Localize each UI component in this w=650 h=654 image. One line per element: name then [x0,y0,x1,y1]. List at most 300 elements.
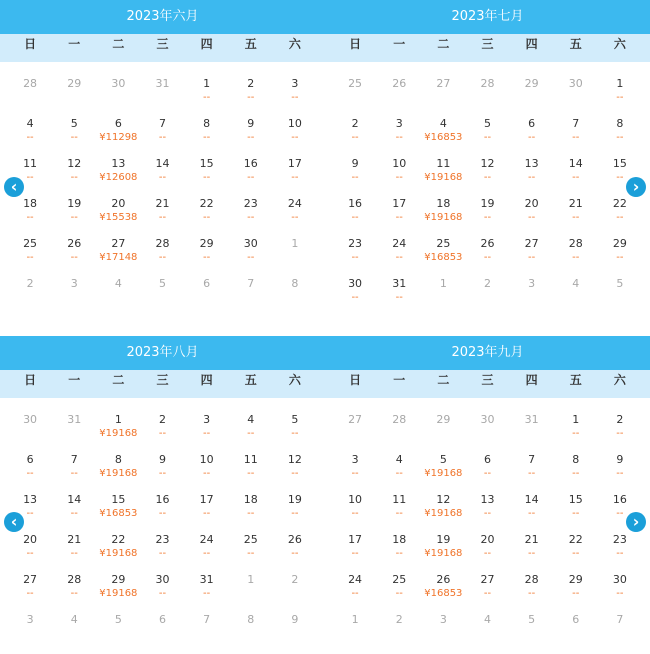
day-cell[interactable] [554,452,598,492]
day-number: 22 [612,197,627,210]
day-number: 2 [158,413,166,426]
day-cell[interactable] [273,156,317,196]
day-number: 24 [392,237,407,250]
day-cell[interactable] [185,156,229,196]
day-cell[interactable] [465,532,509,572]
day-number: 20 [111,197,126,210]
chevron-left-icon: ‹ [10,177,18,196]
week-row [8,532,317,572]
week-row [8,196,317,236]
day-cell[interactable] [554,412,598,452]
day-cell[interactable] [598,196,642,236]
day-cell[interactable] [377,116,421,156]
day-number: 31 [524,413,539,426]
day-price: -- [203,548,211,559]
day-cell[interactable] [465,452,509,492]
day-cell[interactable] [96,492,140,532]
day-price: -- [616,548,624,559]
day-price: -- [483,468,492,479]
day-cell[interactable] [273,532,317,572]
day-cell[interactable] [554,492,598,532]
day-cell[interactable] [96,532,140,572]
day-number: 7 [70,453,78,466]
day-cell-other-month [8,412,52,452]
weekday-label: 四 [200,37,213,51]
day-price: -- [351,172,359,183]
day-price: -- [247,92,255,103]
day-cell[interactable] [333,452,377,492]
day-cell[interactable] [598,236,642,276]
week-row [333,236,642,276]
day-number: 25 [348,77,363,90]
day-cell-other-month [465,612,509,652]
weekday-label: 日 [349,373,362,387]
day-cell[interactable] [52,196,96,236]
day-cell[interactable] [273,452,317,492]
day-cell[interactable] [465,196,509,236]
weekday-label: 三 [481,373,494,387]
day-cell[interactable] [8,572,52,612]
month-calendar-july [325,0,650,318]
day-cell[interactable] [96,412,140,452]
day-number: 24 [348,573,363,586]
weekday-label: 四 [525,37,538,51]
day-cell-other-month [421,612,465,652]
day-number: 23 [348,237,363,250]
week-row [333,276,642,316]
day-cell[interactable] [465,572,509,612]
day-cell[interactable] [96,116,140,156]
day-number: 12 [436,493,451,506]
prev-month-button[interactable] [4,512,24,532]
day-price: -- [158,132,167,143]
day-number: 27 [480,573,495,586]
day-cell[interactable] [598,76,642,116]
day-number: 21 [524,533,539,546]
day-cell[interactable] [554,572,598,612]
day-cell[interactable] [510,492,554,532]
day-cell[interactable] [185,412,229,452]
day-cell[interactable] [377,452,421,492]
day-price: -- [70,212,78,223]
day-number: 2 [247,77,255,90]
day-cell[interactable] [598,452,642,492]
day-number: 4 [483,613,491,626]
day-cell-other-month [377,612,421,652]
day-cell[interactable] [96,236,140,276]
day-cell[interactable] [8,236,52,276]
day-cell-other-month [8,76,52,116]
day-price: -- [158,212,167,223]
day-cell-other-month [510,412,554,452]
day-number: 30 [23,413,38,426]
day-cell[interactable] [185,492,229,532]
day-cell[interactable] [273,492,317,532]
weekday-label: 日 [24,373,37,387]
day-cell[interactable] [510,532,554,572]
day-cell[interactable] [185,116,229,156]
weekday-label: 五 [244,373,257,387]
day-number: 29 [568,573,583,586]
day-number: 11 [436,157,451,170]
day-price: -- [247,548,255,559]
day-cell[interactable] [140,572,184,612]
day-cell[interactable] [8,532,52,572]
day-cell[interactable] [333,116,377,156]
day-price: ¥12608 [99,172,138,183]
day-price: -- [351,468,359,479]
day-cell[interactable] [273,196,317,236]
day-number: 2 [351,117,359,130]
day-cell-other-month [554,76,598,116]
week-row [8,156,317,196]
day-cell[interactable] [273,412,317,452]
day-cell-other-month [510,612,554,652]
day-cell-other-month [96,276,140,316]
day-cell[interactable] [510,156,554,196]
day-price: ¥16853 [424,588,463,599]
day-price: ¥19168 [99,548,138,559]
day-price: -- [616,468,624,479]
day-cell[interactable] [421,196,465,236]
day-number: 27 [23,573,38,586]
day-number: 27 [111,237,126,250]
day-price: -- [203,172,211,183]
day-cell[interactable] [52,572,96,612]
day-cell[interactable] [465,492,509,532]
day-cell-other-month [465,76,509,116]
day-number: 6 [528,117,536,130]
day-cell[interactable] [598,412,642,452]
day-price: -- [70,172,78,183]
day-number: 26 [480,237,495,250]
day-cell[interactable] [229,196,273,236]
day-cell[interactable] [96,156,140,196]
weekday-label: 五 [244,37,257,51]
day-price: -- [203,212,211,223]
day-cell[interactable] [140,156,184,196]
day-price: ¥11298 [99,132,138,143]
day-cell-other-month [8,612,52,652]
day-price: -- [616,428,624,439]
day-number: 10 [392,157,407,170]
prev-month-button[interactable] [4,177,24,197]
day-cell[interactable] [333,196,377,236]
day-cell[interactable] [377,276,421,316]
day-cell[interactable] [421,572,465,612]
day-price: -- [158,508,167,519]
day-cell[interactable] [598,572,642,612]
weekday-label: 二 [112,373,125,387]
day-number: 13 [480,493,495,506]
day-cell[interactable] [52,492,96,532]
day-cell[interactable] [421,236,465,276]
day-number: 19 [67,197,82,210]
weekday-label: 二 [437,37,450,51]
day-price: -- [247,132,255,143]
day-cell-other-month [465,412,509,452]
day-number: 28 [23,77,38,90]
day-cell-other-month [185,276,229,316]
day-price: -- [247,212,255,223]
day-price: -- [528,548,536,559]
day-cell[interactable] [377,492,421,532]
day-cell[interactable] [510,572,554,612]
day-number: 22 [568,533,583,546]
day-number: 12 [480,157,495,170]
day-cell[interactable] [140,452,184,492]
day-cell[interactable] [510,196,554,236]
day-price: -- [616,508,624,519]
day-cell[interactable] [140,196,184,236]
day-cell-other-month [554,276,598,316]
day-cell-other-month [8,276,52,316]
day-cell[interactable] [96,452,140,492]
day-cell[interactable] [185,572,229,612]
day-number: 1 [351,613,359,626]
weekday-header [0,34,325,62]
day-cell[interactable] [598,532,642,572]
day-cell[interactable] [333,572,377,612]
day-price: -- [395,292,403,303]
day-number: 1 [291,237,299,250]
day-cell[interactable] [554,196,598,236]
day-price: -- [26,212,34,223]
day-cell-other-month [273,236,317,276]
day-cell[interactable] [465,156,509,196]
day-price: -- [395,172,403,183]
day-cell[interactable] [421,452,465,492]
day-cell[interactable] [229,116,273,156]
day-price: -- [203,588,211,599]
day-price: -- [616,212,624,223]
day-cell[interactable] [185,236,229,276]
day-cell[interactable] [377,156,421,196]
next-month-button[interactable] [626,512,646,532]
day-number: 29 [436,413,451,426]
day-cell[interactable] [8,116,52,156]
day-price: -- [158,252,167,263]
day-price: -- [483,252,492,263]
day-number: 23 [155,533,170,546]
day-price: -- [351,132,359,143]
day-cell[interactable] [52,532,96,572]
day-price: -- [395,468,403,479]
day-cell[interactable] [52,452,96,492]
day-number: 17 [287,157,302,170]
day-cell[interactable] [140,532,184,572]
day-number: 5 [70,117,78,130]
day-cell[interactable] [554,532,598,572]
weekday-label: 日 [349,37,362,51]
week-row [333,76,642,116]
day-number: 3 [26,613,34,626]
day-number: 26 [436,573,451,586]
weekday-label: 五 [569,373,582,387]
day-cell[interactable] [333,276,377,316]
day-cell-other-month [185,612,229,652]
day-cell[interactable] [229,156,273,196]
day-cell[interactable] [185,196,229,236]
day-price: -- [70,132,78,143]
day-price: -- [158,548,167,559]
day-cell[interactable] [377,196,421,236]
day-price: -- [616,172,624,183]
day-number: 6 [114,117,122,130]
day-cell[interactable] [377,236,421,276]
day-cell[interactable] [510,452,554,492]
day-number: 31 [199,573,214,586]
next-month-button[interactable] [626,177,646,197]
day-price: -- [572,508,580,519]
day-number: 18 [243,493,258,506]
day-cell[interactable] [465,116,509,156]
day-cell[interactable] [185,452,229,492]
day-cell[interactable] [185,532,229,572]
day-number: 11 [392,493,407,506]
day-number: 28 [568,237,583,250]
day-cell[interactable] [421,492,465,532]
day-cell[interactable] [554,236,598,276]
day-cell[interactable] [140,412,184,452]
week-row [333,156,642,196]
day-number: 6 [203,277,211,290]
day-number: 12 [67,157,82,170]
day-price: -- [483,588,492,599]
day-cell[interactable] [333,532,377,572]
day-number: 30 [348,277,363,290]
day-cell[interactable] [96,572,140,612]
day-price: -- [203,428,211,439]
day-number: 9 [247,117,255,130]
day-cell[interactable] [333,236,377,276]
day-price: -- [572,132,580,143]
day-number: 27 [348,413,363,426]
day-cell[interactable] [229,452,273,492]
day-cell[interactable] [377,532,421,572]
day-price: -- [483,172,492,183]
day-number: 3 [70,277,78,290]
day-cell[interactable] [554,156,598,196]
day-number: 8 [203,117,211,130]
day-number: 8 [114,453,122,466]
day-number: 1 [247,573,255,586]
day-price: -- [291,92,299,103]
day-cell-other-month [273,572,317,612]
day-price: -- [395,508,403,519]
day-number: 2 [26,277,34,290]
day-price: -- [351,292,359,303]
day-price: -- [291,132,299,143]
day-cell[interactable] [333,156,377,196]
day-cell[interactable] [510,116,554,156]
day-cell-other-month [333,76,377,116]
day-number: 7 [158,117,166,130]
day-number: 1 [203,77,211,90]
day-number: 21 [67,533,82,546]
day-cell[interactable] [140,236,184,276]
day-cell[interactable] [96,196,140,236]
day-cell[interactable] [8,452,52,492]
day-number: 1 [616,77,624,90]
week-row [8,452,317,492]
day-price: -- [203,508,211,519]
day-cell[interactable] [421,156,465,196]
day-number: 6 [26,453,34,466]
day-number: 28 [392,413,407,426]
week-row [8,76,317,116]
day-cell[interactable] [52,236,96,276]
day-cell[interactable] [465,236,509,276]
day-cell[interactable] [598,116,642,156]
day-number: 16 [243,157,258,170]
day-number: 14 [67,493,82,506]
day-cell[interactable] [333,492,377,532]
day-price: -- [247,172,255,183]
day-cell[interactable] [229,412,273,452]
day-number: 25 [392,573,407,586]
day-cell[interactable] [377,572,421,612]
day-number: 10 [199,453,214,466]
day-cell[interactable] [229,76,273,116]
day-cell[interactable] [421,116,465,156]
day-cell[interactable] [185,76,229,116]
day-number: 25 [23,237,38,250]
week-row [333,572,642,612]
day-number: 7 [616,613,624,626]
day-price: -- [528,252,536,263]
day-cell[interactable] [8,196,52,236]
day-cell-other-month [52,412,96,452]
day-number: 7 [572,117,580,130]
day-cell-other-month [598,612,642,652]
day-number: 3 [439,613,447,626]
day-number: 20 [480,533,495,546]
day-price: -- [26,548,34,559]
day-price: -- [395,548,403,559]
calendar-grid [0,62,325,316]
day-cell[interactable] [140,116,184,156]
day-number: 18 [392,533,407,546]
day-price: -- [158,468,167,479]
weekday-label: 三 [481,37,494,51]
day-cell[interactable] [421,532,465,572]
day-cell-other-month [273,612,317,652]
day-cell[interactable] [229,492,273,532]
day-number: 17 [392,197,407,210]
day-cell[interactable] [140,492,184,532]
month-title: 2023年六月 [0,0,325,34]
weekday-header [0,370,325,398]
day-price: -- [572,428,580,439]
calendar-grid [0,398,325,652]
day-cell[interactable] [510,236,554,276]
day-cell[interactable] [554,116,598,156]
day-price: -- [158,428,167,439]
day-cell-other-month [377,76,421,116]
day-cell[interactable] [52,156,96,196]
day-price: -- [528,212,536,223]
day-cell[interactable] [273,76,317,116]
day-cell[interactable] [52,116,96,156]
weekday-header [325,370,650,398]
day-cell[interactable] [229,236,273,276]
weekday-label: 六 [613,373,626,387]
day-cell[interactable] [229,532,273,572]
day-cell[interactable] [273,116,317,156]
day-cell-other-month [52,276,96,316]
day-number: 7 [247,277,255,290]
